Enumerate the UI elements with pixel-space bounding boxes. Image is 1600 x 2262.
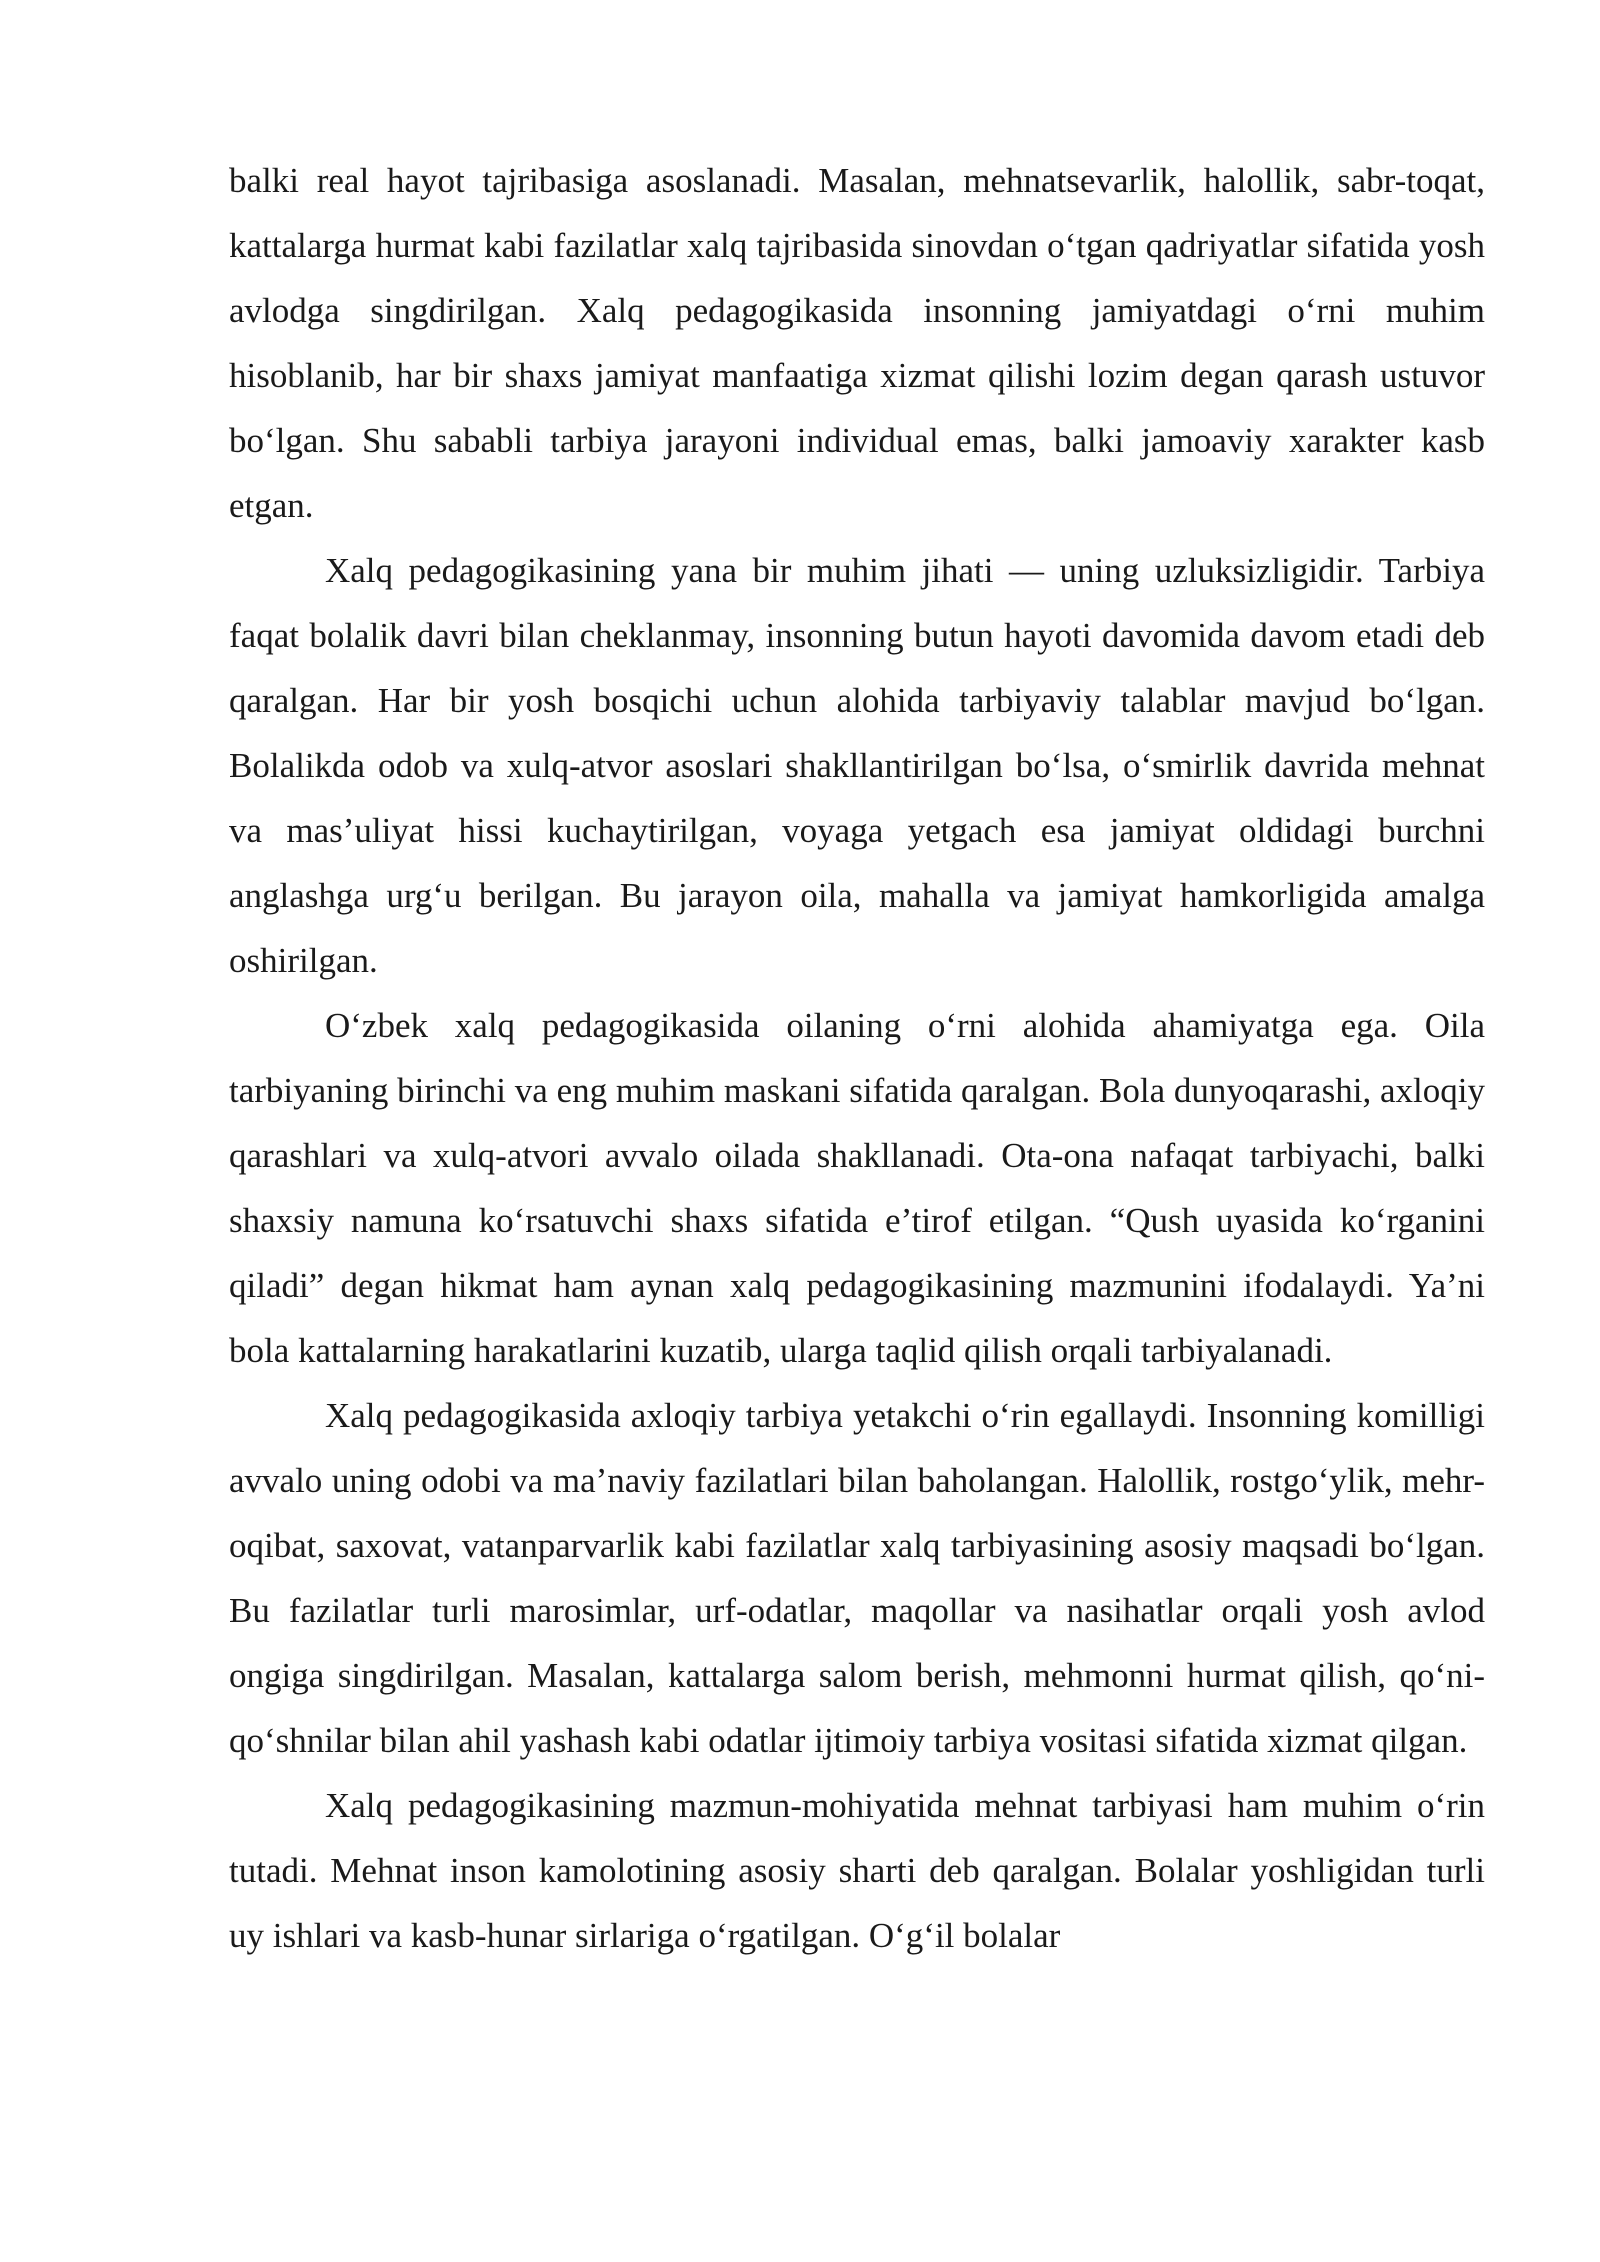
paragraph: balki real hayot tajribasiga asoslanadi. Masalan, mehnatsevarlik, halollik, sabr-toqat, kattalarga hurmat kabi fazilatlar xalq tajribasida sinovdan o‘tgan qadriyatlar sifatida yosh avlodga singdirilgan. Xalq pedagogikasida insonning jamiyatdagi o‘rni muhim hisoblanib, har bir shaxs jamiyat manfaatiga xizmat qilishi lozim degan qarash ustuvor bo‘lgan. Shu sababli tarbiya jarayoni individual emas, balki jamoaviy xarakter kasb etgan. [229,161,1485,525]
paragraph: Xalq pedagogikasida axloqiy tarbiya yetakchi o‘rin egallaydi. Insonning komilligi avvalo uning odobi va ma’naviy fazilatlari bilan baholangan. Halollik, rostgo‘ylik, mehr-oqibat, saxovat, vatanparvarlik kabi fazilatlar xalq tarbiyasining asosiy maqsadi bo‘lgan. Bu fazilatlar turli marosimlar, urf-odatlar, maqollar va nasihatlar orqali yosh avlod ongiga singdirilgan. Masalan, kattalarga salom berish, mehmonni hurmat qilish, qo‘ni-qo‘shnilar bilan ahil yashash kabi odatlar ijtimoiy tarbiya vositasi sifatida xizmat qilgan. [229,1396,1485,1760]
paragraph: Xalq pedagogikasining yana bir muhim jihati — uning uzluksizligidir. Tarbiya faqat bolalik davri bilan cheklanmay, insonning butun hayoti davomida davom etadi deb qaralgan. Har bir yosh bosqichi uchun alohida tarbiyaviy talablar mavjud bo‘lgan. Bolalikda odob va xulq-atvor asoslari shakllantirilgan bo‘lsa, o‘smirlik davrida mehnat va mas’uliyat hissi kuchaytirilgan, voyaga yetgach esa jamiyat oldidagi burchni anglashga urg‘u berilgan. Bu jarayon oila, mahalla va jamiyat hamkorligida amalga oshirilgan. [229,551,1485,980]
paragraph: Xalq pedagogikasining mazmun-mohiyatida mehnat tarbiyasi ham muhim o‘rin tutadi. Mehnat inson kamolotining asosiy sharti deb qaralgan. Bolalar yoshligidan turli uy ishlari va kasb-hunar sirlariga o‘rgatilgan. O‘g‘il bolalar [229,1786,1485,1955]
document-page [229,148,1485,1968]
paragraph: O‘zbek xalq pedagogikasida oilaning o‘rni alohida ahamiyatga ega. Oila tarbiyaning birinchi va eng muhim maskani sifatida qaralgan. Bola dunyoqarashi, axloqiy qarashlari va xulq-atvori avvalo oilada shakllanadi. Ota-ona nafaqat tarbiyachi, balki shaxsiy namuna ko‘rsatuvchi shaxs sifatida e’tirof etilgan. “Qush uyasida ko‘rganini qiladi” degan hikmat ham aynan xalq pedagogikasining mazmunini ifodalaydi. Ya’ni bola kattalarning harakatlarini kuzatib, ularga taqlid qilish orqali tarbiyalanadi. [229,1006,1485,1370]
